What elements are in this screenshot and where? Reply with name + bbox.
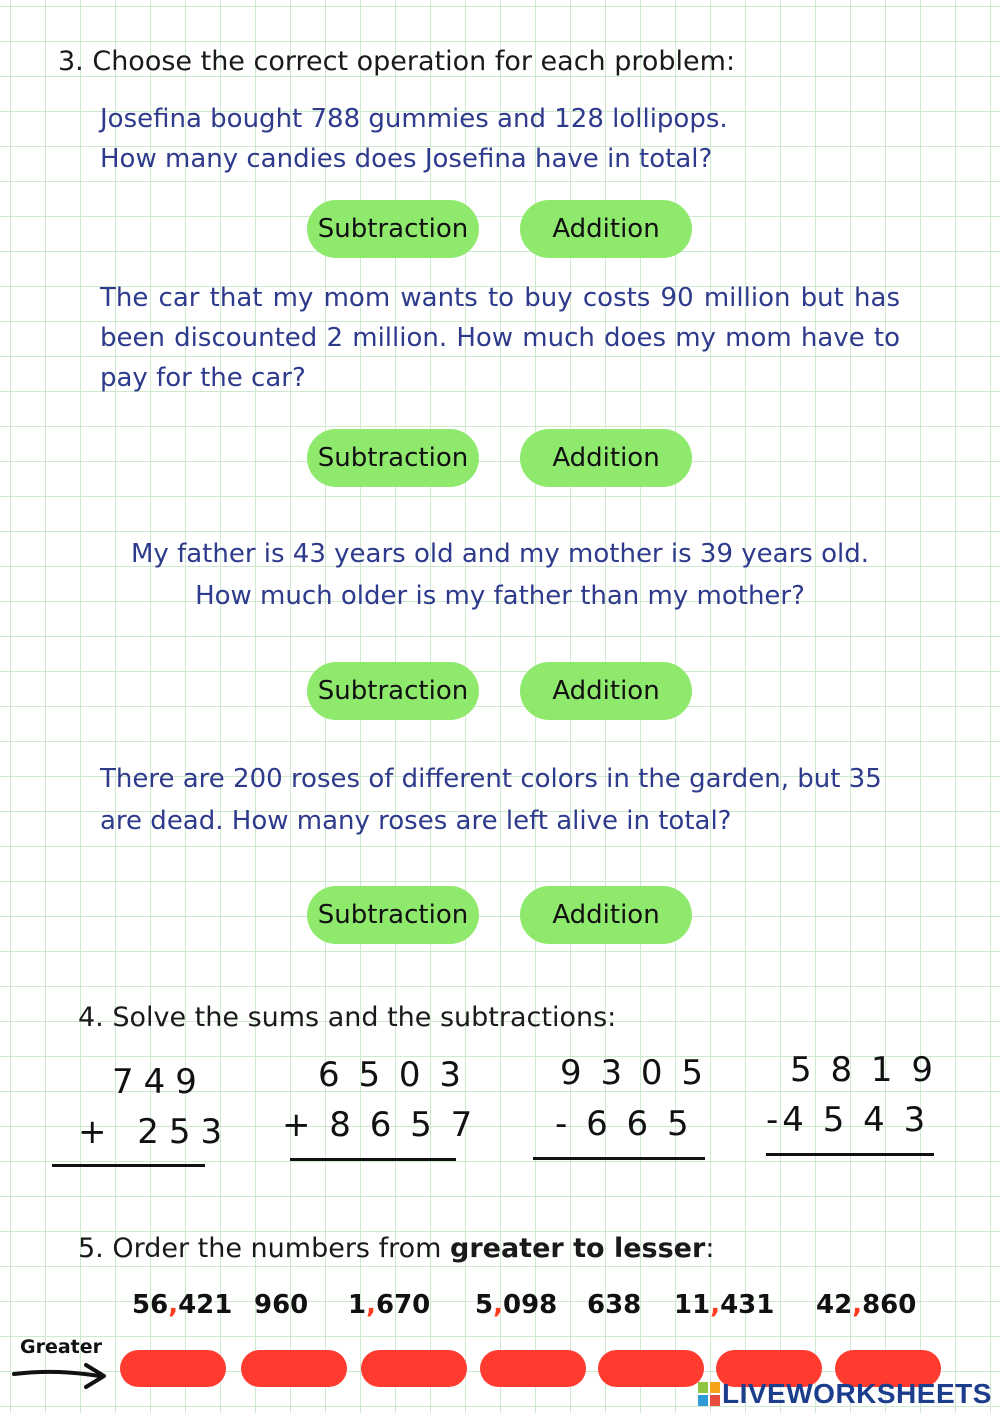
section-5-title-prefix: 5. Order the numbers from	[78, 1233, 450, 1264]
problem-4-subtraction-button[interactable]: Subtraction	[307, 886, 479, 944]
problem-3-line-2: How much older is my father than my mother?	[195, 581, 805, 611]
problem-4-text: There are 200 roses of different colors in the garden, but 35 are dead. How many roses are left alive in total?	[100, 764, 882, 836]
answer-slot-4[interactable]	[480, 1350, 586, 1387]
answer-slot-5[interactable]	[598, 1350, 704, 1387]
greater-label: Greater	[20, 1336, 103, 1358]
answer-slot-2[interactable]	[241, 1350, 347, 1387]
problem-1-text	[100, 99, 920, 179]
logo-mark-icon	[698, 1382, 720, 1406]
answer-slot-3[interactable]	[361, 1350, 467, 1387]
number-item-4: 5,098	[475, 1290, 558, 1320]
problem-1-subtraction-button[interactable]: Subtraction	[307, 200, 479, 258]
problem-4-addition-button[interactable]: Addition	[520, 886, 692, 944]
problem-3-line-1: My father is 43 years old and my mother is 39 years old.	[130, 539, 869, 569]
problem-2-addition-button[interactable]: Addition	[520, 429, 692, 487]
number-item-6: 11,431	[674, 1290, 775, 1320]
exercise-3-top: 9 3 0 5	[560, 1053, 707, 1093]
section-4-title: 4. Solve the sums and the subtractions:	[78, 1002, 617, 1033]
number-item-7: 42,860	[816, 1290, 917, 1320]
problem-1-line-2: How many candies does Josefina have in total?	[100, 144, 713, 174]
exercise-4-bottom: -4 5 4 3	[766, 1100, 930, 1140]
problem-2-text: The car that my mom wants to buy costs 90 million but has been discounted 2 million. How much does my mom have to pay for the car?	[100, 283, 900, 393]
exercise-4-top: 5 8 1 9	[790, 1050, 937, 1090]
problem-2-subtraction-button[interactable]: Subtraction	[307, 429, 479, 487]
exercise-1-rule	[52, 1164, 205, 1167]
problem-1-line-1: Josefina bought 788 gummies and 128 lollipops.	[100, 104, 728, 134]
problem-3-text	[80, 533, 920, 617]
number-item-1: 56,421	[132, 1290, 233, 1320]
exercise-1-bottom: + 253	[78, 1112, 233, 1152]
section-5-title	[78, 1233, 714, 1264]
exercise-4-rule	[766, 1153, 934, 1156]
exercise-1-top: 749	[112, 1062, 207, 1102]
problem-1-addition-button[interactable]: Addition	[520, 200, 692, 258]
exercise-2-rule	[290, 1158, 456, 1161]
logo-text: LIVEWORKSHEETS	[722, 1378, 992, 1409]
answer-slot-1[interactable]	[120, 1350, 226, 1387]
number-item-5: 638	[587, 1290, 642, 1320]
problem-3-addition-button[interactable]: Addition	[520, 662, 692, 720]
number-item-2: 960	[254, 1290, 309, 1320]
section-3-title: 3. Choose the correct operation for each problem:	[58, 46, 736, 77]
section-5-title-bold: greater to lesser	[450, 1233, 706, 1264]
liveworksheets-logo	[698, 1378, 992, 1410]
problem-3-subtraction-button[interactable]: Subtraction	[307, 662, 479, 720]
exercise-2-bottom: + 8 6 5 7	[282, 1105, 477, 1145]
arrow-right-icon	[12, 1360, 108, 1390]
section-5-title-suffix: :	[705, 1233, 715, 1264]
exercise-2-top: 6 5 0 3	[318, 1055, 465, 1095]
exercise-3-bottom: - 6 6 5	[555, 1104, 693, 1144]
exercise-3-rule	[533, 1157, 705, 1160]
number-item-3: 1,670	[348, 1290, 431, 1320]
